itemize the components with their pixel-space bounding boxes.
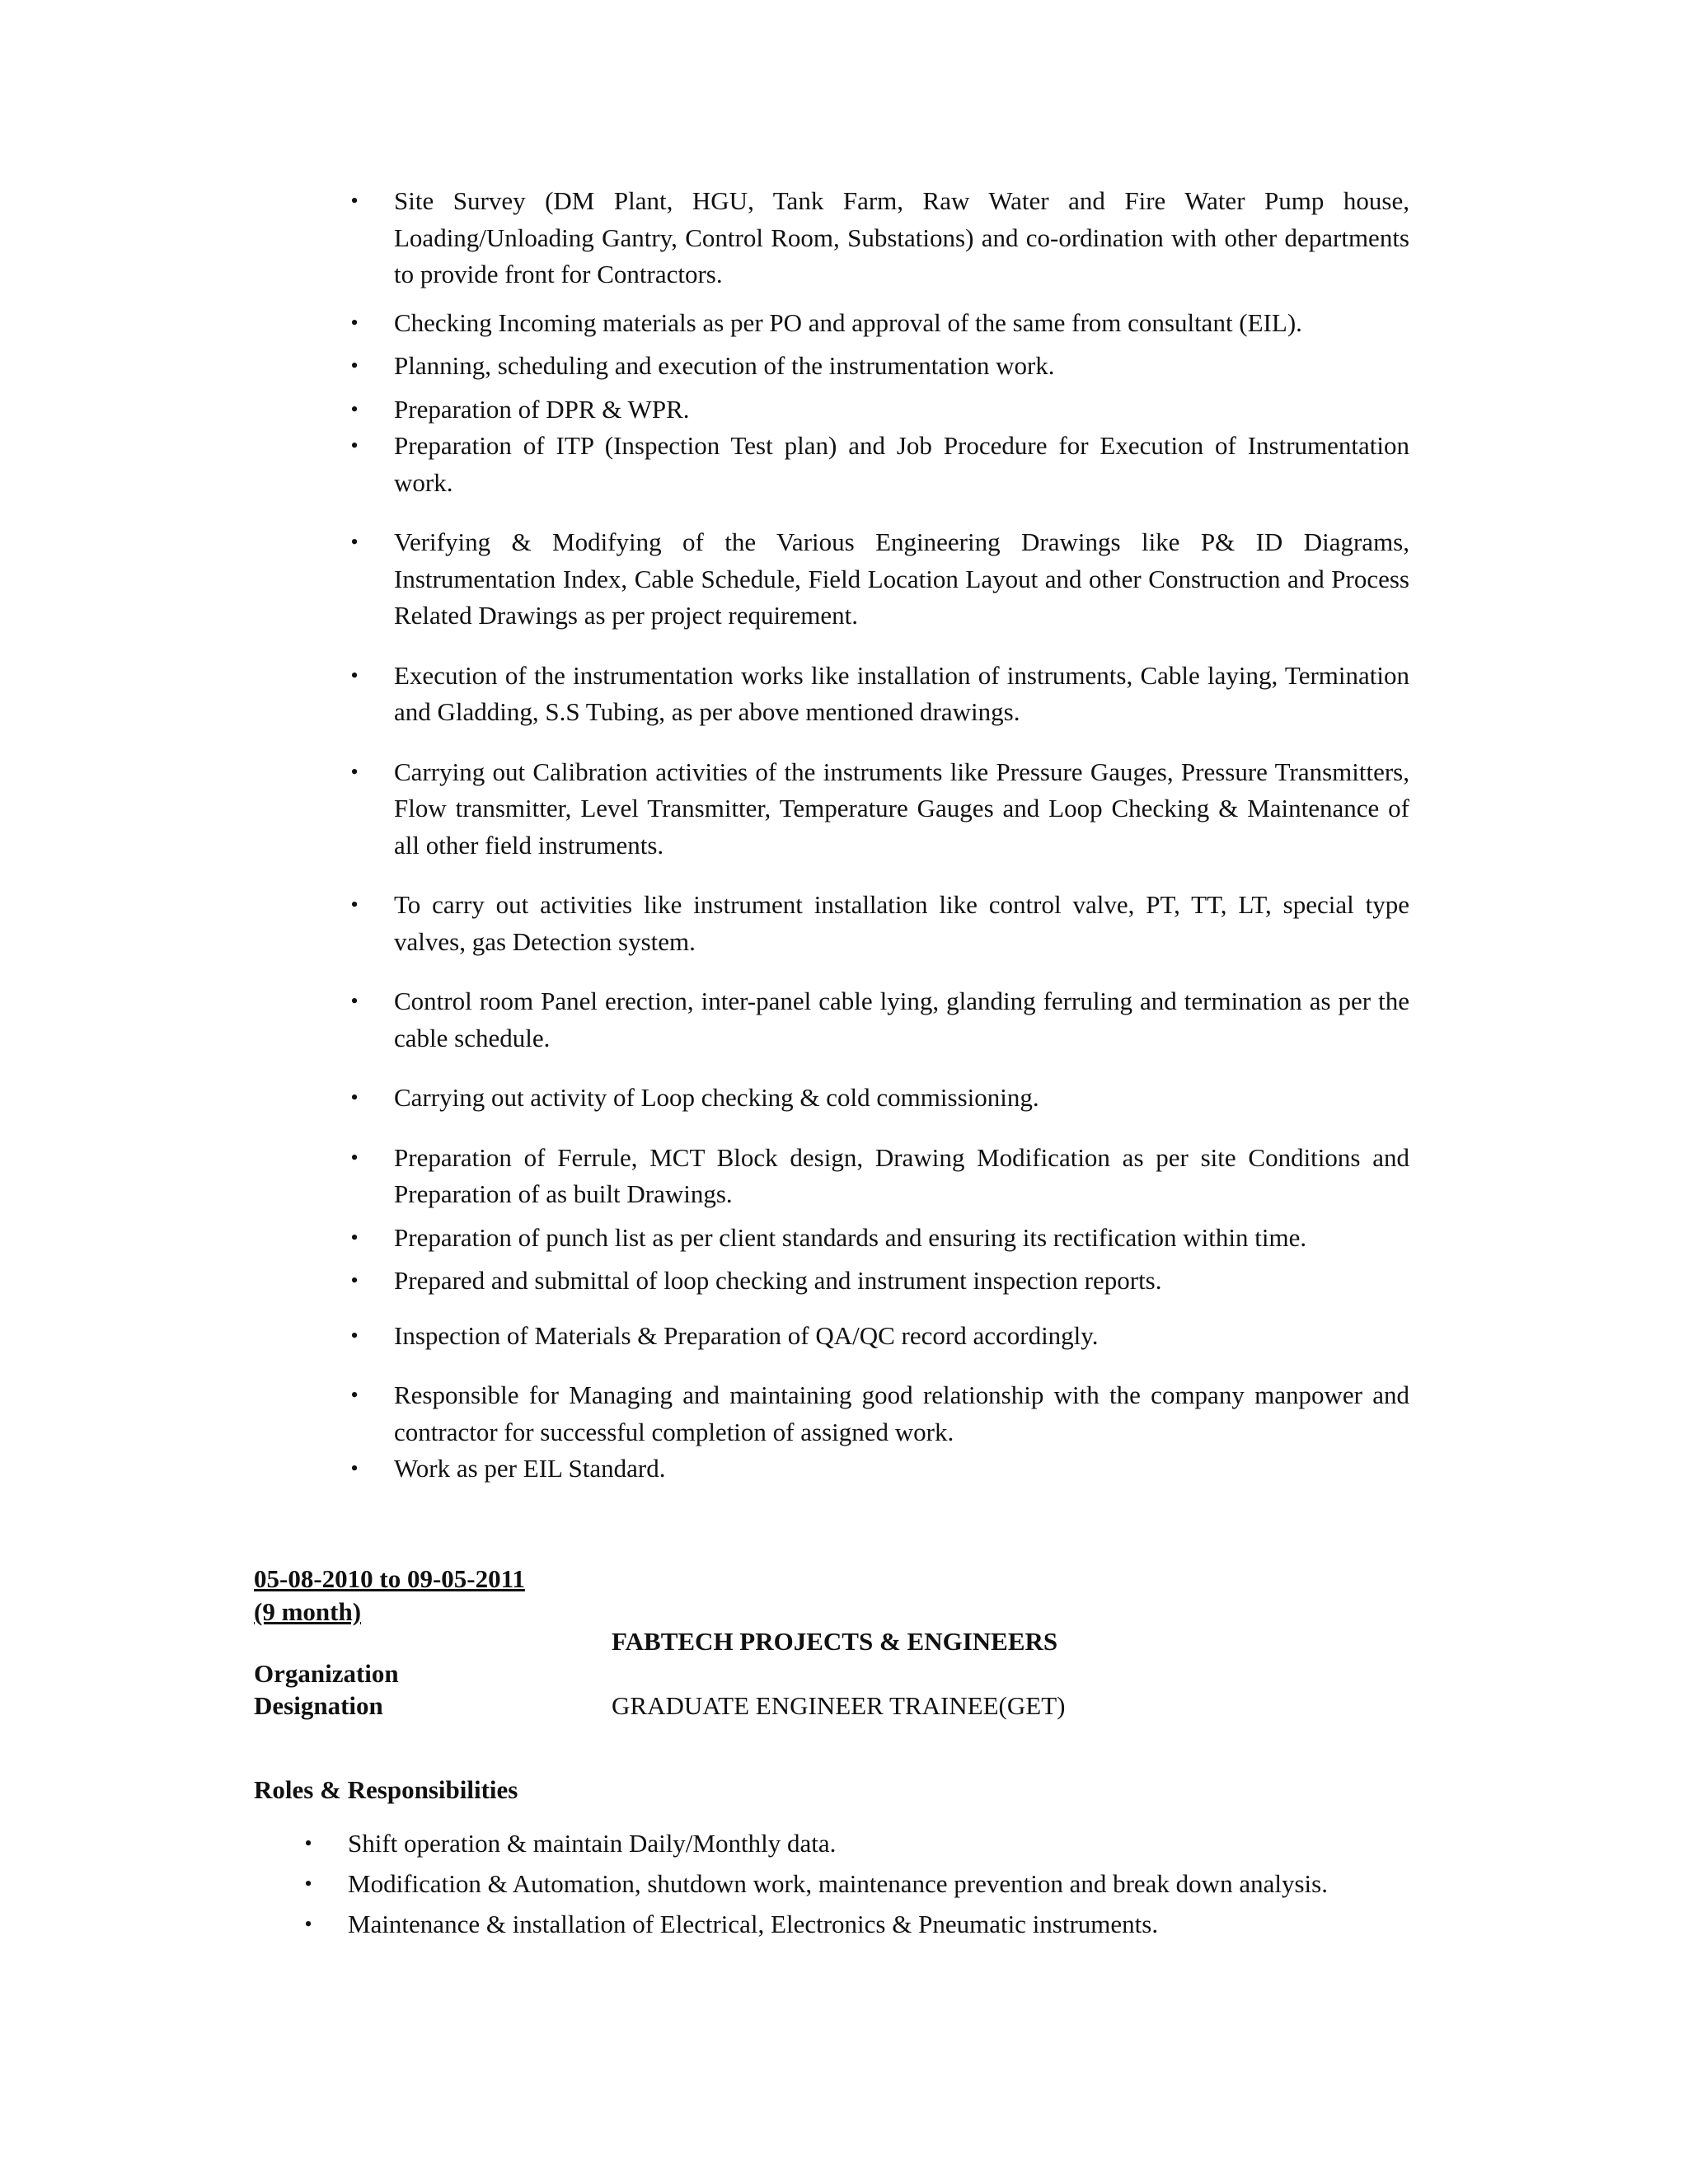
list-item	[300, 1823, 1454, 1863]
list-item	[346, 1080, 1409, 1117]
bullet-icon: •	[350, 1383, 359, 1407]
list-item	[346, 183, 1409, 293]
list-item-text: Work as per EIL Standard.	[394, 1454, 666, 1483]
bullet-icon: •	[304, 1872, 312, 1896]
bullet-icon: •	[350, 663, 359, 687]
list-item-text: Maintenance & installation of Electrical, Electronics & Pneumatic instruments.	[348, 1910, 1159, 1938]
organization-label: Organization	[254, 1659, 399, 1688]
bullet-icon: •	[350, 893, 359, 916]
list-item-text: Checking Incoming materials as per PO and approval of the same from consultant (EIL).	[394, 307, 1302, 337]
list-item	[346, 391, 1409, 429]
list-item-text: To carry out activities like instrument installation like control valve, PT, TT, LT, special type valves, gas Detection system.	[394, 890, 1409, 956]
bullet-icon: •	[350, 989, 359, 1013]
bullet-icon: •	[350, 354, 359, 377]
list-item	[346, 1220, 1409, 1257]
bullet-icon: •	[304, 1831, 312, 1855]
bullet-icon: •	[350, 434, 359, 457]
employment-duration: (9 month)	[254, 1597, 362, 1626]
list-item-text: Execution of the instrumentation works like installation of instruments, Cable laying, Termination and Gladding, S.S Tubing, as per above mentioned drawings.	[394, 660, 1409, 726]
list-item-text: Control room Panel erection, inter-panel cable lying, glanding ferruling and termination as per the cable schedule.	[394, 987, 1409, 1052]
list-item-text: Carrying out Calibration activities of the instruments like Pressure Gauges, Pressure Transmitters, Flow transmitter, Level Transmitter, Temperature Gauges and Loop Checking & Maintenance of all other field instruments.	[394, 757, 1409, 860]
bullet-icon: •	[350, 1225, 359, 1249]
list-item-text: Preparation of DPR & WPR.	[394, 394, 690, 424]
roles-heading: Roles & Responsibilities	[254, 1775, 518, 1804]
list-item-text: Preparation of ITP (Inspection Test plan) and Job Procedure for Execution of Instrumentation work.	[394, 431, 1409, 497]
list-item-text: Modification & Automation, shutdown work, maintenance prevention and break down analysis.	[348, 1869, 1328, 1898]
list-item-text: Responsible for Managing and maintaining good relationship with the company manpower and contractor for successful completion of assigned work.	[394, 1380, 1409, 1446]
designation-label: Designation	[254, 1691, 383, 1720]
bullet-icon: •	[350, 1085, 359, 1109]
bullet-icon: •	[304, 1912, 312, 1936]
list-item	[346, 983, 1409, 1057]
list-item	[346, 754, 1409, 865]
list-item	[346, 658, 1409, 731]
list-item	[346, 887, 1409, 960]
bullet-icon: •	[350, 1456, 359, 1480]
designation-value: GRADUATE ENGINEER TRAINEE(GET)	[612, 1691, 1066, 1720]
list-item	[300, 1863, 1454, 1904]
bullet-icon: •	[350, 396, 359, 421]
list-item-text: Inspection of Materials & Preparation of QA/QC record accordingly.	[394, 1320, 1099, 1350]
list-item	[346, 348, 1409, 385]
list-item	[346, 1377, 1409, 1451]
list-item-text: Preparation of punch list as per client standards and ensuring its rectification within time.	[394, 1222, 1307, 1252]
bullet-icon: •	[350, 530, 359, 554]
list-item-text: Shift operation & maintain Daily/Monthly data.	[348, 1829, 837, 1858]
list-item-text: Site Survey (DM Plant, HGU, Tank Farm, Raw Water and Fire Water Pump house, Loading/Unloading Gantry, Control Room, Substations) and co-ordination with other departments to provide front for Contractors.	[394, 186, 1409, 288]
duties-list	[346, 183, 1409, 1488]
list-item-text: Preparation of Ferrule, MCT Block design, Drawing Modification as per site Conditions and Preparation of as built Drawings.	[394, 1142, 1409, 1208]
bullet-icon: •	[350, 310, 359, 335]
list-item-text: Verifying & Modifying of the Various Engineering Drawings like P& ID Diagrams, Instrumentation Index, Cable Schedule, Field Location Layout and other Construction and Process Related Drawings as per project requirement.	[394, 527, 1409, 630]
bullet-icon: •	[350, 189, 359, 213]
list-item	[346, 1263, 1409, 1300]
list-item-text: Planning, scheduling and execution of the instrumentation work.	[394, 351, 1055, 380]
company-name: FABTECH PROJECTS & ENGINEERS	[612, 1627, 1058, 1656]
bullet-icon: •	[350, 1268, 359, 1292]
list-item	[346, 305, 1409, 342]
list-item	[346, 1318, 1409, 1355]
bullet-icon: •	[350, 759, 359, 784]
list-item	[346, 524, 1409, 635]
list-item-text: Prepared and submittal of loop checking and instrument inspection reports.	[394, 1266, 1162, 1295]
list-item-text: Carrying out activity of Loop checking & cold commissioning.	[394, 1083, 1039, 1112]
bullet-icon: •	[350, 1145, 359, 1169]
list-item	[346, 428, 1409, 501]
list-item	[346, 1140, 1409, 1213]
roles-list	[300, 1823, 1454, 1944]
list-item	[300, 1904, 1454, 1944]
list-item	[346, 1451, 1409, 1488]
bullet-icon: •	[350, 1323, 359, 1347]
employment-period: 05-08-2010 to 09-05-2011	[254, 1564, 525, 1593]
